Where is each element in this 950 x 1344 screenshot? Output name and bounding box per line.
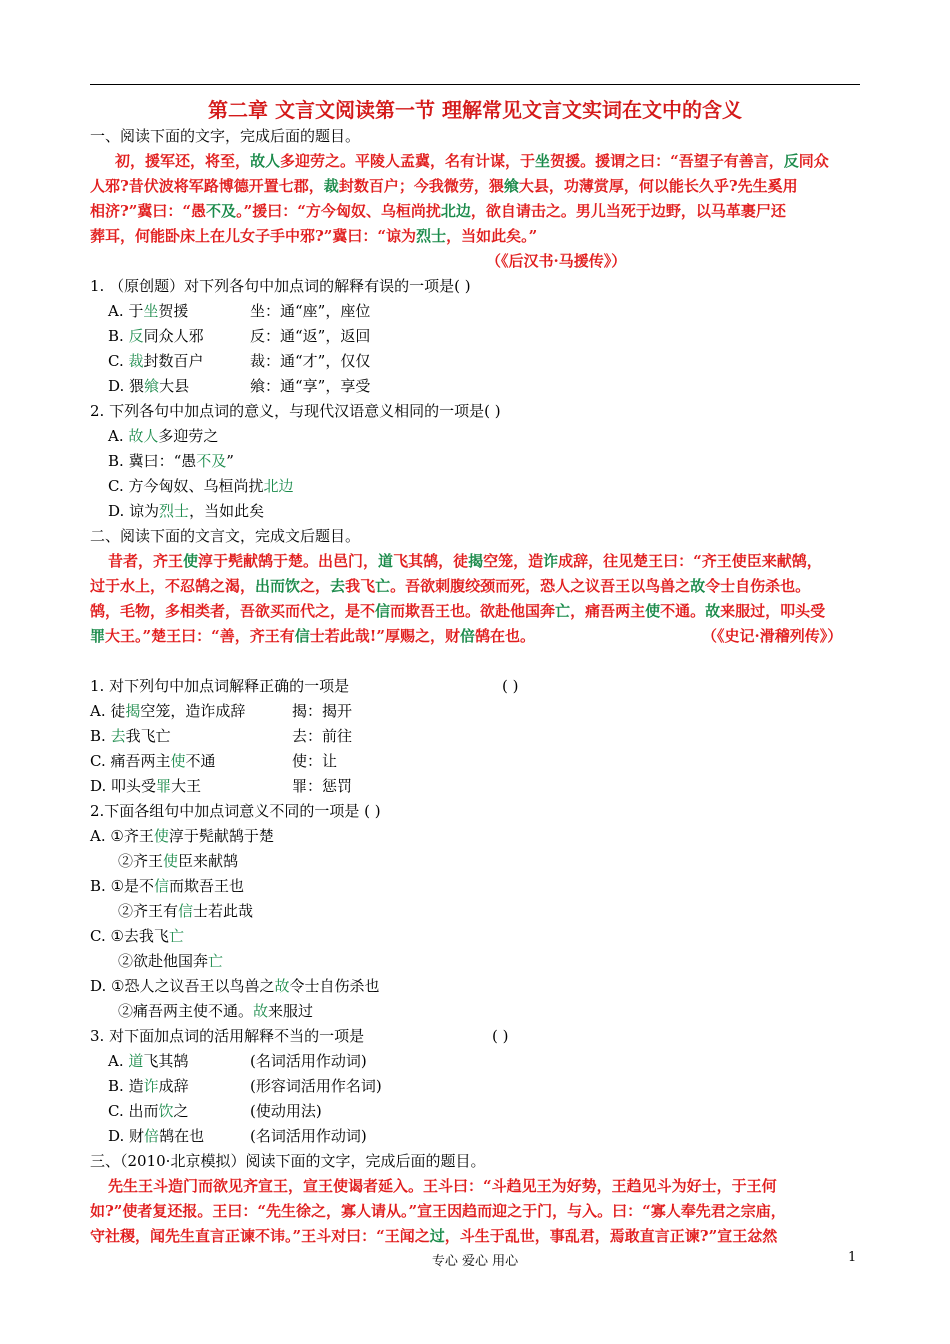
section3-passage-line2: 如?”使者复还报。王曰：“先生徐之，寡人请从。”宣王因趋而迎之于门，与入。曰：“寡人奉先君之宗庙， (90, 1202, 786, 1220)
s2-q2-option-c1: C. ①去我飞亡 (90, 927, 184, 945)
s1-question1: 1. （原创题）对下列各句中加点词的解释有误的一项是( ) (90, 277, 471, 295)
section2-passage-line1: 昔者，齐王使淳于髡献鹄于楚。出邑门，道飞其鹄，徒揭空笼，造诈成辞，往见楚王曰：“齐王使臣来献鹄， (108, 552, 822, 570)
s2-q3-option-a: A. 道飞其鹄 (名词活用作动词) (108, 1052, 367, 1070)
section1-passage-line4: 葬耳，何能卧床上在儿女子手中邪?”冀曰：“谅为烈士，当如此矣。” (90, 227, 538, 245)
s1-q1-option-c: C. 裁封数百户 裁：通“才”，仅仅 (108, 352, 371, 370)
s1-q1-option-a: A. 于坐贺援 坐：通“座”，座位 (108, 302, 371, 320)
section2-heading: 二、阅读下面的文言文，完成文后题目。 (90, 527, 361, 545)
section1-heading: 一、阅读下面的文字，完成后面的题目。 (90, 127, 361, 145)
s2-q2-option-c2: ②欲赴他国奔亡 (118, 952, 224, 970)
s1-q1-option-d: D. 猥飨大县 飨：通“享”，享受 (108, 377, 371, 395)
section3-heading: 三、（2010·北京模拟）阅读下面的文字，完成后面的题目。 (90, 1152, 486, 1170)
section1-passage-line3: 相济?”冀曰：“愚不及。”援曰：“方今匈奴、乌桓尚扰北边，欲自请击之。男儿当死于边野，以马革裹尸还 (90, 202, 786, 220)
section2-passage-line4: 罪大王。”楚王曰：“善，齐王有信士若此哉!”厚赐之，财倍鹄在也。 （《史记·滑稽列传》） (90, 627, 843, 645)
s2-q1-option-b: B. 去我飞亡 去：前往 (90, 727, 353, 745)
page-number: 1 (848, 1250, 857, 1265)
section3-passage-line1: 先生王斗造门而欲见齐宣王，宣王使谒者延入。王斗曰：“斗趋见王为好势，王趋见斗为好士，于王何 (108, 1177, 777, 1195)
s2-q2-option-d1: D. ①恐人之议吾王以鸟兽之故令士自伤杀也 (90, 977, 380, 995)
s2-q1-option-d: D. 叩头受罪大王 罪：惩罚 (90, 777, 353, 795)
page-footer: 专心 爱心 用心 (431, 1254, 519, 1269)
s2-q3-option-c: C. 出而饮之 (使动用法) (108, 1102, 322, 1120)
s2-q1-option-c: C. 痛吾两主使不通 使：让 (90, 752, 338, 770)
s1-q1-option-b: B. 反同众人邪 反：通“返”，返回 (108, 327, 371, 345)
s2-q3-option-d: D. 财倍鹄在也 (名词活用作动词) (108, 1127, 367, 1145)
s2-question1: 1. 对下列句中加点词解释正确的一项是 ( ) (90, 677, 519, 695)
s2-question3: 3. 对下面加点词的活用解释不当的一项是 ( ) (90, 1027, 509, 1045)
section3-passage-line3: 守社稷，闻先生直言正谏不讳。”王斗对曰：“王闻之过，斗生于乱世，事乱君，焉敢直言正谏?”宣王忿然 (90, 1227, 778, 1245)
s1-question2: 2. 下列各句中加点词的意义，与现代汉语意义相同的一项是( ) (90, 402, 501, 420)
s2-q2-option-a1: A. ①齐王使淳于髡献鹄于楚 (90, 827, 274, 845)
header-rule (90, 84, 860, 85)
s2-q2-option-d2: ②痛吾两主使不通。故来服过 (118, 1002, 314, 1020)
section1-passage-line2: 人邪?昔伏波将军路博德开置七郡，裁封数百户；今我微劳，猥飨大县，功薄赏厚，何以能长久乎?先生奚用 (90, 177, 798, 195)
section2-passage-line2: 过于水上，不忍鹄之渴，出而饮之，去我飞亡。吾欲刺腹绞颈而死，恐人之议吾王以鸟兽之故令士自伤杀也。 (90, 577, 811, 595)
s1-q2-option-a: A. 故人多迎劳之 (108, 427, 219, 445)
section2-source: （《史记·滑稽列传》） (702, 627, 843, 645)
section2-passage-line3: 鹄，毛物，多相类者，吾欲买而代之，是不信而欺吾王也。欲赴他国奔亡，痛吾两主使不通。故来服过，叩头受 (90, 602, 826, 620)
s2-q2-option-b1: B. ①是不信而欺吾王也 (90, 877, 245, 895)
page-title: 第二章 文言文阅读第一节 理解常见文言文实词在文中的含义 (208, 98, 742, 122)
s1-q2-option-d: D. 谅为烈士，当如此矣 (108, 502, 265, 520)
s2-q1-option-a: A. 徒揭空笼，造诈成辞 揭：揭开 (90, 702, 353, 720)
section1-passage-line1: 初，援军还，将至，故人多迎劳之。平陵人孟冀，名有计谋，于坐贺援。援谓之曰：“吾望子有善言，反同众 (115, 152, 829, 170)
s2-question2: 2.下面各组句中加点词意义不同的一项是 ( ) (90, 802, 381, 820)
s2-q3-option-b: B. 造诈成辞 (形容词活用作名词) (108, 1077, 382, 1095)
s2-q2-option-a2: ②齐王使臣来献鹄 (118, 852, 239, 870)
s2-q2-option-b2: ②齐王有信士若此哉 (118, 902, 254, 920)
s1-q2-option-b: B. 冀曰：“愚不及” (108, 452, 234, 470)
s1-q2-option-c: C. 方今匈奴、乌桓尚扰北边 (108, 477, 294, 495)
section1-source: （《后汉书·马援传》） (486, 252, 627, 270)
